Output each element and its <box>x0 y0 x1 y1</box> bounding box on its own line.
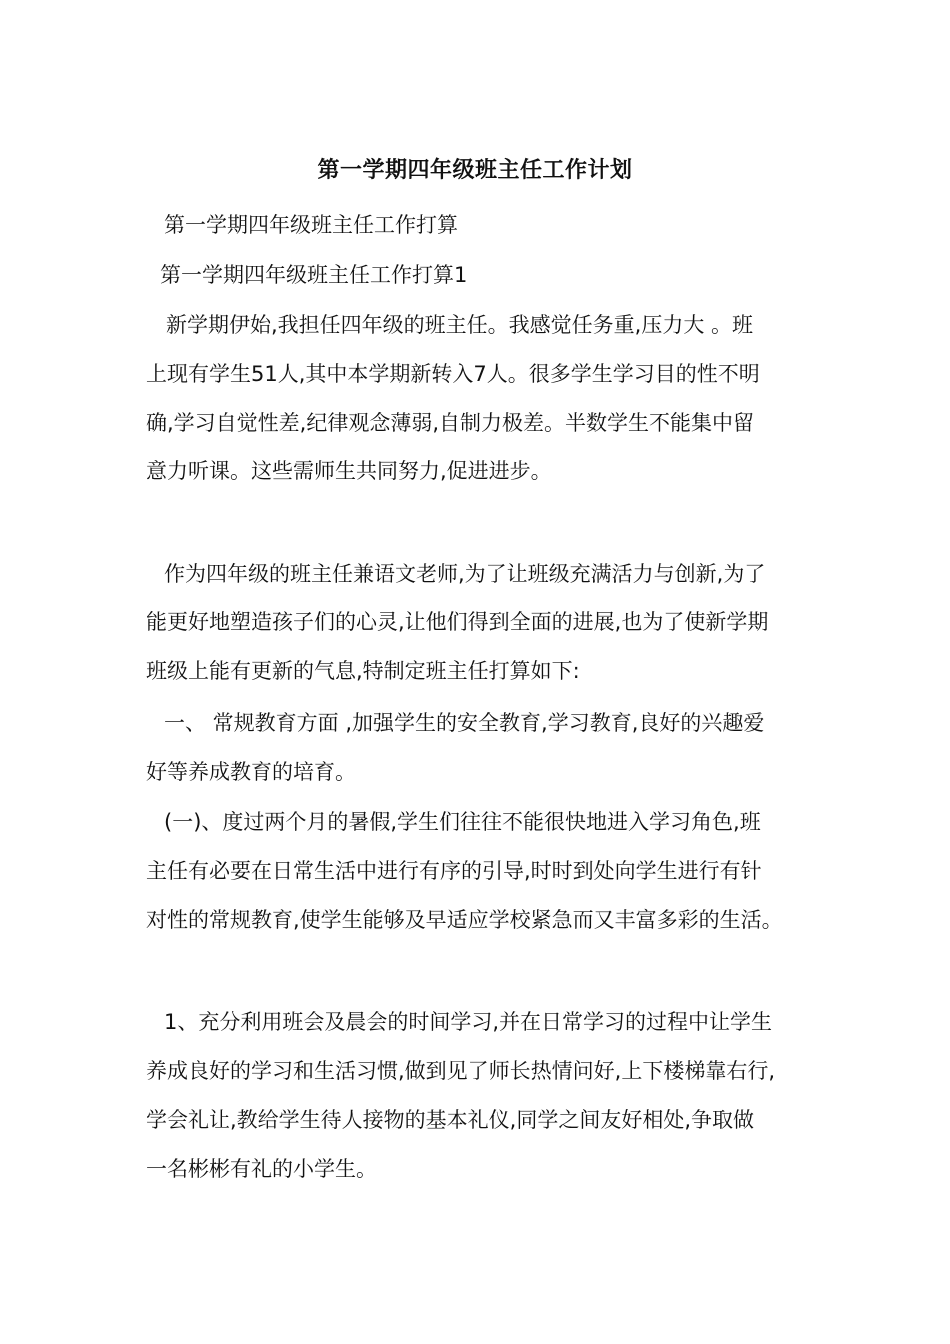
paragraph-line: 学会礼让,教给学生待人接物的基本礼仪,同学之间友好相处,争取做 <box>146 1108 755 1132</box>
paragraph-line: (一)、度过两个月的暑假,学生们往往不能很快地进入学习角色,班 <box>164 810 761 834</box>
paragraph-line: 上现有学生51人,其中本学期新转入7人。很多学生学习目的性不明 <box>146 362 760 386</box>
paragraph-line: 养成良好的学习和生活习惯,做到见了师长热情问好,上下楼梯靠右行, <box>146 1059 776 1083</box>
paragraph-line: 能更好地塑造孩子们的心灵,让他们得到全面的进展,也为了使新学期 <box>146 610 769 634</box>
paragraph-line: 对性的常规教育,使学生能够及早适应学校紧急而又丰富多彩的生活。 <box>146 908 783 932</box>
subtitle: 第一学期四年级班主任工作打算 <box>164 213 458 237</box>
paragraph-line: 新学期伊始,我担任四年级的班主任。我感觉任务重,压力大 。班 <box>166 313 754 337</box>
paragraph-line: 作为四年级的班主任兼语文老师,为了让班级充满活力与创新,为了 <box>164 562 766 586</box>
paragraph-line: 班级上能有更新的气息,特制定班主任打算如下: <box>146 659 580 683</box>
paragraph-line: 一、 常规教育方面 ,加强学生的安全教育,学习教育,良好的兴趣爱 <box>164 711 765 735</box>
paragraph-line: 1、充分利用班会及晨会的时间学习,并在日常学习的过程中让学生 <box>164 1010 773 1034</box>
section-heading: 第一学期四年级班主任工作打算1 <box>160 263 468 287</box>
paragraph-line: 确,学习自觉性差,纪律观念薄弱,自制力极差。半数学生不能集中留 <box>146 411 755 435</box>
document-title: 第一学期四年级班主任工作计划 <box>317 157 633 183</box>
paragraph-line: 好等养成教育的培育。 <box>146 760 356 784</box>
paragraph-line: 意力听课。这些需师生共同努力,促进进步。 <box>146 459 552 483</box>
paragraph-line: 主任有必要在日常生活中进行有序的引导,时时到处向学生进行有针 <box>146 859 762 883</box>
paragraph-line: 一名彬彬有礼的小学生。 <box>146 1157 377 1181</box>
